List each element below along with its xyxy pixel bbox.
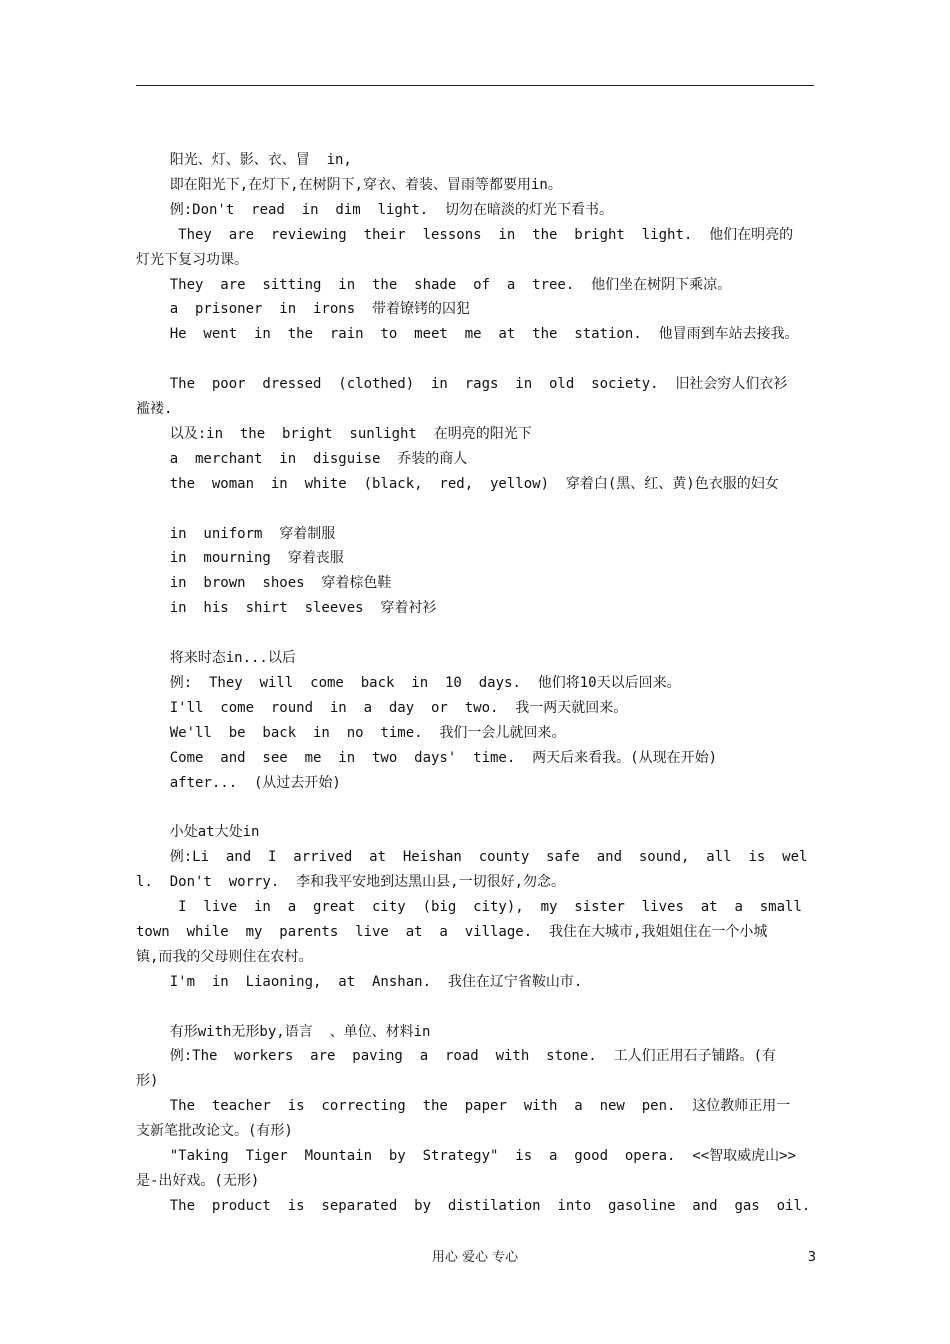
text-line: in brown shoes 穿着棕色鞋	[136, 575, 392, 592]
text-line: town while my parents live at a village. 我住在大城市,我姐姐住在一个小城	[136, 923, 768, 940]
text-line: 灯光下复习功课。	[136, 251, 248, 268]
text-line: l. Don't worry. 李和我平安地到达黑山县,一切很好,勿念。	[136, 874, 566, 891]
text-line: I'll come round in a day or two. 我一两天就回来。	[136, 699, 628, 716]
text-line: They are reviewing their lessons in the bright light. 他们在明亮的	[136, 226, 794, 243]
text-line: the woman in white (black, red, yellow) 穿着白(黑、红、黄)色衣服的妇女	[136, 475, 779, 492]
text-line: 支新笔批改论文。(有形)	[136, 1123, 293, 1140]
text-line	[136, 797, 816, 817]
header-rule	[136, 85, 814, 86]
text-line: 形)	[136, 1073, 159, 1090]
text-line: in uniform 穿着制服	[136, 525, 336, 542]
text-line: Come and see me in two days' time. 两天后来看我。(从现在开始)	[136, 749, 718, 766]
text-line: 即在阳光下,在灯下,在树阴下,穿衣、着装、冒雨等都要用in。	[136, 176, 562, 193]
page-number: 3	[807, 1250, 816, 1265]
text-line: 例: They will come back in 10 days. 他们将10天以后回来。	[136, 674, 681, 691]
text-line: in mourning 穿着丧服	[136, 550, 344, 567]
text-line: a prisoner in irons 带着镣铐的囚犯	[136, 301, 471, 318]
text-line: after... (从过去开始)	[136, 774, 341, 791]
text-line: 有形with无形by,语言 、单位、材料in	[136, 1023, 431, 1040]
text-line: 褴褛.	[136, 401, 173, 417]
text-line: He went in the rain to meet me at the station. 他冒雨到车站去接我。	[136, 326, 799, 343]
text-line	[136, 349, 816, 369]
text-line: The product is separated by distilation into gasoline and gas oil.	[136, 1197, 811, 1214]
text-line: 是-出好戏。(无形)	[136, 1172, 260, 1189]
text-line: a merchant in disguise 乔装的商人	[136, 450, 468, 467]
text-line: in his shirt sleeves 穿着衬衫	[136, 600, 437, 617]
text-line: The teacher is correcting the paper with a new pen. 这位教师正用一	[136, 1098, 791, 1115]
text-line: 例:Li and I arrived at Heishan county safe and sound, all is wel	[136, 849, 808, 866]
text-line: 将来时态in...以后	[136, 650, 296, 666]
text-line: They are sitting in the shade of a tree. 他们坐在树阴下乘凉。	[136, 276, 732, 293]
text-line	[136, 499, 816, 519]
text-line	[136, 623, 816, 643]
text-line: 小处at大处in	[136, 824, 260, 841]
text-line: The poor dressed (clothed) in rags in old society. 旧社会穷人们衣衫	[136, 376, 788, 393]
footer-motto: 用心 爱心 专心	[431, 1250, 519, 1265]
text-line: 例:The workers are paving a road with stone. 工人们正用石子铺路。(有	[136, 1048, 777, 1065]
text-line: I live in a great city (big city), my sister lives at a small	[136, 899, 802, 915]
text-line: "Taking Tiger Mountain by Strategy" is a good opera. <<智取威虎山>>	[136, 1148, 797, 1164]
text-line: 阳光、灯、影、衣、冒 in,	[136, 152, 352, 168]
text-line	[136, 997, 816, 1017]
text-line: We'll be back in no time. 我们一会儿就回来。	[136, 724, 566, 741]
text-line: 镇,而我的父母则住在农村。	[136, 948, 313, 965]
text-line: 以及:in the bright sunlight 在明亮的阳光下	[136, 425, 532, 442]
text-line: 例:Don't read in dim light. 切勿在暗淡的灯光下看书。	[136, 201, 614, 218]
text-line: I'm in Liaoning, at Anshan. 我住在辽宁省鞍山市.	[136, 973, 583, 990]
